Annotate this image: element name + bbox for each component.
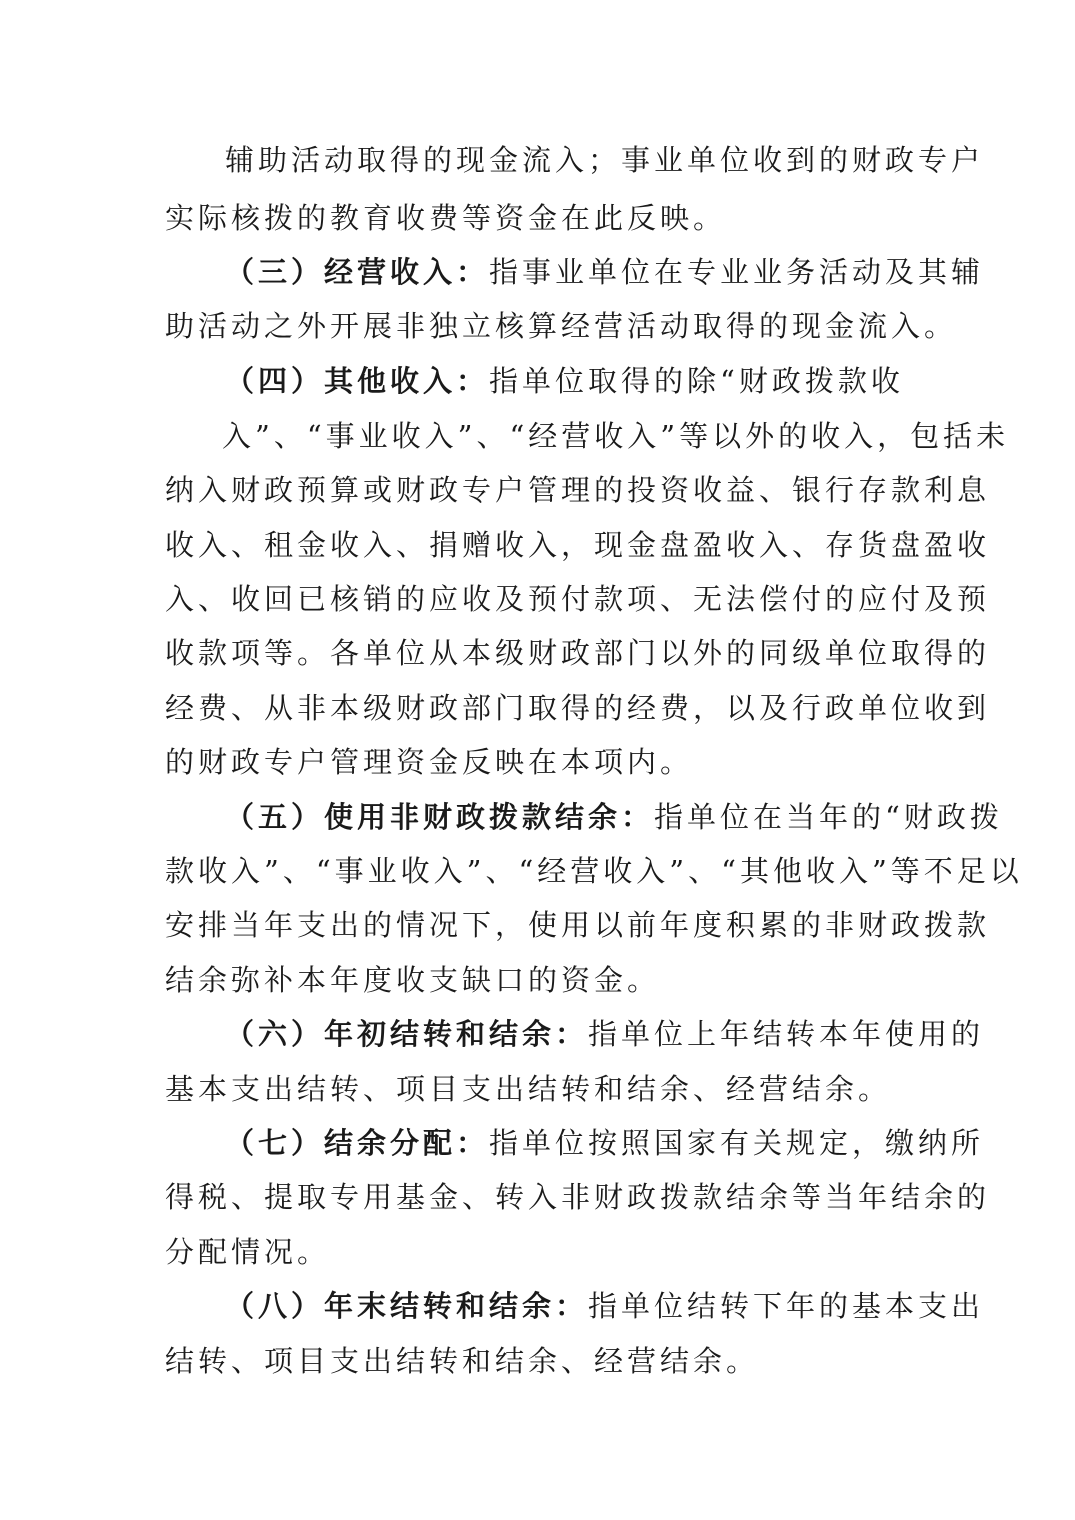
section-6-heading-line: （六）年初结转和结余：指单位上年结转本年使用的 bbox=[225, 1017, 985, 1051]
paragraph-line-20: 得税、提取专用基金、转入非财政拨款结余等当年结余的 bbox=[165, 1180, 991, 1214]
section-5-heading: （五）使用非财政拨款结余： bbox=[225, 800, 655, 834]
paragraph-line-14: 款收入”、“事业收入”、“经营收入”、“其他收入”等不足以 bbox=[165, 854, 1023, 888]
paragraph-line-11: 经费、从非本级财政部门取得的经费，以及行政单位收到 bbox=[165, 691, 991, 725]
paragraph-line-8: 收入、租金收入、捐赠收入，现金盘盈收入、存货盘盈收 bbox=[165, 528, 991, 562]
paragraph-line-10: 收款项等。各单位从本级财政部门以外的同级单位取得的 bbox=[165, 636, 991, 670]
section-7-heading-line: （七）结余分配：指单位按照国家有关规定，缴纳所 bbox=[225, 1126, 985, 1160]
section-3-heading: （三）经营收入： bbox=[225, 255, 490, 289]
paragraph-line-18: 基本支出结转、项目支出结转和结余、经营结余。 bbox=[165, 1072, 892, 1106]
section-8-heading-line: （八）年末结转和结余：指单位结转下年的基本支出 bbox=[225, 1289, 985, 1323]
section-4-heading: （四）其他收入： bbox=[225, 364, 490, 398]
section-6-heading: （六）年初结转和结余： bbox=[225, 1017, 589, 1051]
section-5-heading-line: （五）使用非财政拨款结余：指单位在当年的“财政拨 bbox=[225, 800, 1003, 834]
paragraph-line-2: 实际核拨的教育收费等资金在此反映。 bbox=[165, 201, 727, 235]
section-7-heading: （七）结余分配： bbox=[225, 1126, 490, 1160]
paragraph-line-21: 分配情况。 bbox=[165, 1235, 331, 1269]
paragraph-line-7: 纳入财政预算或财政专户管理的投资收益、银行存款利息 bbox=[165, 473, 991, 507]
paragraph-line-15: 安排当年支出的情况下，使用以前年度积累的非财政拨款 bbox=[165, 908, 991, 942]
paragraph-line-9: 入、收回已核销的应收及预付款项、无法偿付的应付及预 bbox=[165, 582, 991, 616]
section-4-heading-line: （四）其他收入：指单位取得的除“财政拨款收 bbox=[225, 364, 904, 398]
section-8-heading: （八）年末结转和结余： bbox=[225, 1289, 589, 1323]
paragraph-line-1: 辅助活动取得的现金流入；事业单位收到的财政专户 bbox=[225, 143, 985, 177]
paragraph-line-4: 助活动之外开展非独立核算经营活动取得的现金流入。 bbox=[165, 309, 958, 343]
section-3-heading-line: （三）经营收入：指事业单位在专业业务活动及其辅 bbox=[225, 255, 985, 289]
paragraph-line-6: 入”、“事业收入”、“经营收入”等以外的收入，包括未 bbox=[222, 419, 1010, 453]
paragraph-line-12: 的财政专户管理资金反映在本项内。 bbox=[165, 745, 694, 779]
paragraph-line-16: 结余弥补本年度收支缺口的资金。 bbox=[165, 963, 661, 997]
paragraph-line-23: 结转、项目支出结转和结余、经营结余。 bbox=[165, 1344, 760, 1378]
